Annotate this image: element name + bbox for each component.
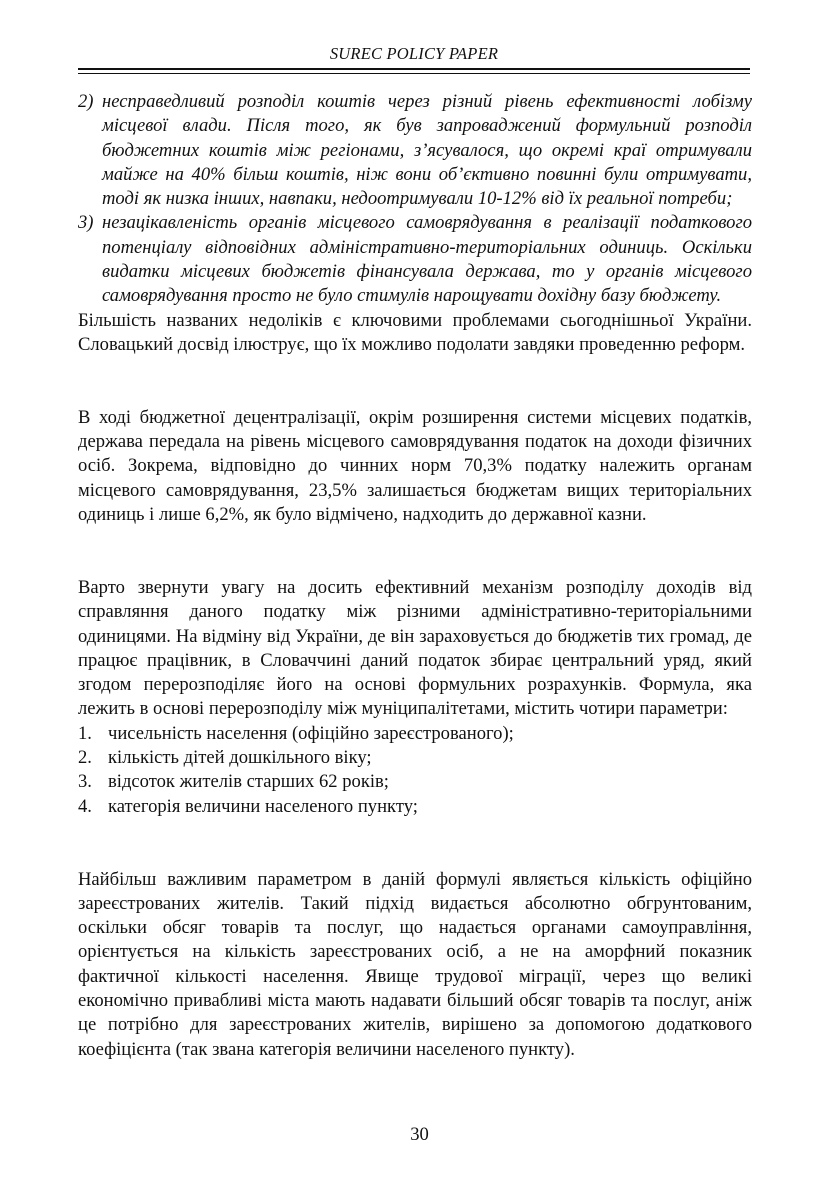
list-item-text: незацікавленість органів місцевого самоврядування в реалізації податкового потенціалу відповідних адміністративно-територіальних одиниць. Оскільки видатки місцевих бюджетів фінансувала держава, то у органів місцевого самоврядування просто не було стимулів нарощувати дохідну базу бюджету. (102, 212, 752, 307)
numbered-list-item (78, 770, 752, 794)
header-rule-thin (78, 73, 750, 74)
italic-list-item (78, 90, 752, 211)
list-item-text: відсоток жителів старших 62 років; (108, 771, 389, 793)
list-item-text: несправедливий розподіл коштів через різний рівень ефективності лобізму місцевої влади. Після того, як був запроваджений формульний розподіл бюджетних коштів між регіонами, з’ясувалося, що окремі краї отримували майже на 40% більш коштів, ніж вони об’єктивно повинні були отримувати, тоді як низка інших, навпаки, недоотримували 10-12% від їх реальної потреби; (102, 91, 752, 210)
list-item-text: категорія величини населеного пункту; (108, 795, 418, 817)
numbered-list-item (78, 795, 752, 819)
list-item-text: чисельність населення (офіційно зареєстрованого); (108, 722, 514, 744)
italic-list-item (78, 211, 752, 308)
list-item-number: 1. (78, 722, 92, 744)
list-item-number: 2) (78, 91, 94, 112)
paragraph: Варто звернути увагу на досить ефективний механізм розподілу доходів від справляння даного податку між різними адміністративно-територіальними одиницями. На відміну від України, де він зараховується до бюджетів тих громад, де працює працівник, в Словаччині даний податок збирає центральний уряд, який згодом перерозподіляє його на основі формульних розрахунків. Формула, яка лежить в основі перерозподілу між муніципалітетами, містить чотири параметри: (78, 576, 752, 720)
list-item-text: кількість дітей дошкільного віку; (108, 747, 372, 769)
paragraph: В ході бюджетної децентралізації, окрім розширення системи місцевих податків, держава передала на рівень місцевого самоврядування податок на доходи фізичних осіб. Зокрема, відповідно до чинних норм 70,3% податку належить органам місцевого самоврядування, 23,5% залишається бюджетам вищих територіальних одиниць і лише 6,2%, як було відмічено, надходить до державної казни. (78, 406, 752, 526)
header-rule-thick (78, 68, 750, 70)
running-header: SUREC POLICY PAPER (329, 44, 499, 63)
numbered-list-item (78, 722, 752, 746)
list-item-number: 2. (78, 747, 92, 769)
paragraph: Більшість названих недоліків є ключовими проблемами сьогоднішньої України. Словацький досвід ілюструє, що їх можливо подолати завдяки проведенню реформ. (78, 309, 752, 355)
paragraph: Найбільш важливим параметром в даній формулі являється кількість офіційно зареєстрованих жителів. Такий підхід видається абсолютно обгрунтованим, оскільки обсяг товарів та послуг, що надається органами самоуправління, орієнтується на кількість зареєстрованих осіб, а не на аморфний показник фактичної кількості населення. Явище трудової міграції, через що великі економічно привабливі міста мають надавати більший обсяг товарів та послуг, аніж це потрібно для зареєстрованих жителів, вирішено за допомогою додаткового коефіцієнта (так звана категорія величини населеного пункту). (78, 868, 752, 1060)
page-body (78, 90, 752, 1062)
numbered-list-item (78, 746, 752, 770)
list-item-number: 3) (78, 212, 94, 234)
page-number: 30 (410, 1124, 429, 1145)
list-item-number: 3. (78, 771, 92, 793)
list-item-number: 4. (78, 795, 92, 817)
